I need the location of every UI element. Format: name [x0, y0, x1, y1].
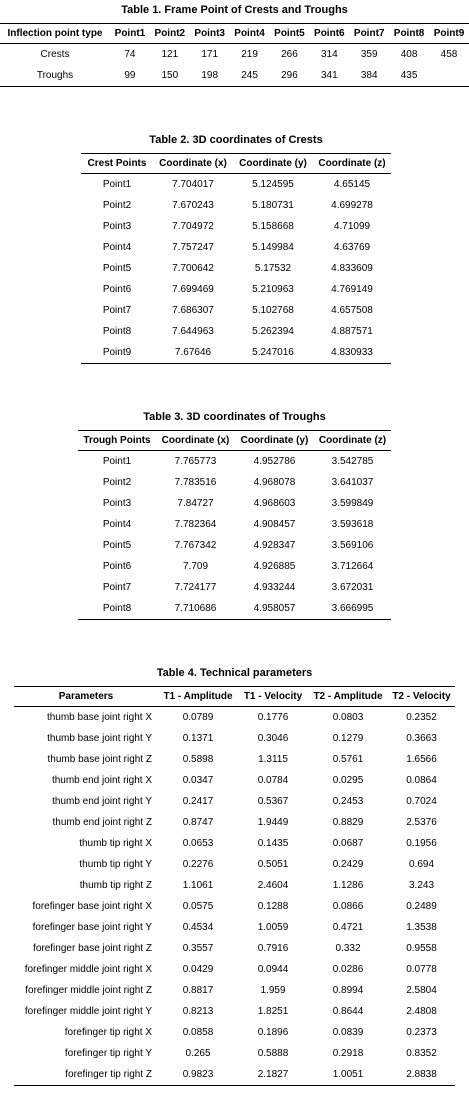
table-cell: 0.4534 [182, 922, 214, 933]
table-cell: Point6 [102, 284, 132, 295]
table-cell: 4.657508 [331, 305, 373, 316]
table-cell: Point7 [102, 582, 132, 593]
table-cell: 0.0778 [406, 964, 437, 975]
table-row [81, 300, 391, 321]
table-1-block [0, 4, 469, 87]
table-cell: 0.3663 [406, 733, 437, 744]
table-cell: 5.210963 [252, 284, 294, 295]
table-cell: 4.699278 [331, 200, 373, 211]
table-cell: 5.247016 [252, 347, 294, 358]
table-row [81, 216, 391, 237]
table-row [14, 770, 455, 791]
table-row [14, 707, 455, 729]
table-row [14, 1001, 455, 1022]
table-1-header-cell: Inflection point type [7, 28, 103, 39]
table-cell: 171 [201, 49, 219, 60]
table-cell: 0.2373 [406, 1027, 437, 1038]
table-4-header-row [14, 687, 455, 707]
table-cell: 1.6566 [406, 754, 437, 765]
table-cell: 7.699469 [172, 284, 214, 295]
table-cell: 5.149984 [252, 242, 294, 253]
table-row [14, 728, 455, 749]
table-cell: 0.2352 [406, 712, 437, 723]
table-cell: thumb end joint right Z [52, 817, 152, 828]
table-2-header-row [81, 154, 391, 174]
table-cell: 0.8213 [182, 1006, 214, 1017]
table-cell: 4.928347 [253, 540, 296, 551]
table-1-header-cell: Point2 [154, 28, 186, 39]
table-row [78, 451, 391, 473]
table-cell: 7.670243 [172, 200, 214, 211]
table-cell: 4.968603 [253, 498, 296, 509]
table-cell: 1.959 [260, 985, 286, 996]
table-cell: 0.3046 [257, 733, 289, 744]
table-cell: 0.7024 [406, 796, 437, 807]
table-row [14, 875, 455, 896]
table-cell [429, 65, 469, 87]
table-cell: 3.542785 [331, 456, 374, 467]
table-cell: 0.1371 [182, 733, 214, 744]
table-cell: forefinger base joint right X [32, 901, 152, 912]
table-1-header-cell: Point5 [274, 28, 305, 39]
table-cell: 458 [440, 49, 458, 60]
table-cell: 4.65145 [333, 179, 371, 190]
table-cell: 0.1279 [332, 733, 364, 744]
table-cell: 245 [241, 70, 258, 81]
table-row [78, 535, 391, 556]
table-cell: 0.5888 [257, 1048, 289, 1059]
table-cell: 0.0347 [182, 775, 214, 786]
table-3-caption: Table 3. 3D coordinates of Troughs [143, 411, 326, 423]
table-row [14, 1064, 455, 1086]
table-cell: 0.2918 [332, 1048, 364, 1059]
table-cell: 0.2489 [406, 901, 437, 912]
table-cell: 7.765773 [174, 456, 217, 467]
table-cell: forefinger base joint right Z [33, 943, 152, 954]
table-cell: 2.1827 [257, 1069, 289, 1080]
table-cell: 0.5898 [182, 754, 214, 765]
table-1-header-cell: Point9 [433, 28, 465, 39]
table-row [14, 749, 455, 770]
table-cell: 0.8817 [182, 985, 214, 996]
table-row [14, 833, 455, 854]
table-cell: 5.180731 [252, 200, 294, 211]
table-cell: 1.0051 [332, 1069, 364, 1080]
table-cell: 0.0839 [332, 1027, 364, 1038]
table-cell: 7.782364 [174, 519, 217, 530]
table-cell: 4.926885 [253, 561, 296, 572]
table-cell: 4.769149 [331, 284, 373, 295]
table-cell: 7.757247 [172, 242, 214, 253]
table-cell: forefinger tip right X [64, 1027, 152, 1038]
table-3-body [78, 451, 391, 620]
table-4-body [14, 707, 455, 1086]
table-cell: thumb tip right Y [79, 859, 152, 870]
table-cell: 7.704972 [172, 221, 214, 232]
table-3-header-row [78, 431, 391, 451]
table-1-header-cell: Point4 [234, 28, 265, 39]
table-4-header-cell: T2 - Velocity [392, 691, 451, 702]
table-cell: forefinger middle joint right X [24, 964, 152, 975]
table-2 [81, 153, 391, 364]
table-row [81, 321, 391, 342]
table-cell: thumb base joint right Y [47, 733, 152, 744]
table-cell: 0.0803 [332, 712, 364, 723]
table-cell: Point6 [102, 561, 132, 572]
table-row [78, 577, 391, 598]
table-cell: 121 [161, 49, 179, 60]
table-cell: 0.8994 [332, 985, 364, 996]
table-4 [14, 686, 455, 1086]
table-1-header-cell: Point7 [353, 28, 385, 39]
table-1-header-cell: Point1 [114, 28, 146, 39]
table-cell: 3.243 [408, 880, 435, 891]
table-cell: 2.5376 [406, 817, 437, 828]
table-cell: 0.9823 [182, 1069, 214, 1080]
table-cell: 219 [241, 49, 258, 60]
table-cell: 7.686307 [172, 305, 214, 316]
table-cell: 0.0944 [257, 964, 289, 975]
table-cell: 4.887571 [331, 326, 373, 337]
table-1-caption: Table 1. Frame Point of Crests and Troughs [121, 4, 348, 16]
table-row [14, 812, 455, 833]
table-cell: 4.63769 [333, 242, 371, 253]
table-cell: 1.8251 [257, 1006, 289, 1017]
table-1-body [0, 44, 469, 87]
table-cell: Point3 [102, 498, 132, 509]
table-row [14, 938, 455, 959]
table-2-caption: Table 2. 3D coordinates of Crests [149, 134, 323, 146]
table-cell: 5.124595 [252, 179, 294, 190]
table-3-header-cell: Coordinate (x) [161, 435, 230, 446]
table-cell: 0.1896 [257, 1027, 289, 1038]
table-4-header-cell: T1 - Velocity [243, 691, 303, 702]
table-cell: 0.5051 [257, 859, 289, 870]
table-cell: 3.666995 [331, 603, 374, 614]
table-cell: 0.2453 [332, 796, 364, 807]
table-cell: 4.830933 [331, 347, 373, 358]
table-cell: 0.0653 [182, 838, 214, 849]
table-4-caption: Table 4. Technical parameters [156, 667, 313, 679]
table-cell: 1.0059 [257, 922, 289, 933]
table-row [0, 65, 469, 87]
table-cell: 1.9449 [257, 817, 289, 828]
table-cell: 4.958057 [253, 603, 296, 614]
table-cell: forefinger middle joint right Z [25, 985, 152, 996]
table-cell: 0.5761 [332, 754, 364, 765]
table-cell: 0.0789 [182, 712, 214, 723]
table-cell: 0.0429 [182, 964, 214, 975]
table-cell: 5.102768 [252, 305, 294, 316]
table-cell: forefinger tip right Y [64, 1048, 152, 1059]
table-cell: Point8 [102, 326, 132, 337]
table-row [81, 342, 391, 364]
table-cell: 2.4604 [257, 880, 289, 891]
table-cell: Point4 [102, 519, 132, 530]
table-cell: thumb end joint right X [51, 775, 152, 786]
table-cell: 0.1956 [406, 838, 437, 849]
table-cell: 3.672031 [331, 582, 374, 593]
table-4-header-cell: T1 - Amplitude [163, 691, 233, 702]
table-row [14, 980, 455, 1001]
table-cell: 7.710686 [174, 603, 217, 614]
table-cell: 7.709 [182, 561, 209, 572]
table-cell: 296 [281, 70, 298, 81]
table-2-header-cell: Coordinate (x) [159, 158, 227, 169]
table-row [78, 598, 391, 620]
table-cell: 5.17532 [254, 263, 292, 274]
table-cell: 3.641037 [331, 477, 374, 488]
table-cell: 5.158668 [252, 221, 294, 232]
table-cell: 341 [320, 70, 338, 81]
table-cell: Point2 [102, 477, 132, 488]
table-cell: 7.644963 [172, 326, 214, 337]
table-4-header-cell: T2 - Amplitude [313, 691, 383, 702]
table-cell: 7.724177 [174, 582, 217, 593]
table-1-header-cell: Point6 [314, 28, 345, 39]
table-2-body [81, 174, 391, 364]
table-cell: 0.1776 [257, 712, 289, 723]
table-cell: Troughs [36, 70, 74, 81]
table-cell: thumb tip right X [79, 838, 152, 849]
table-cell: thumb base joint right X [46, 712, 152, 723]
table-row [81, 258, 391, 279]
table-row [14, 959, 455, 980]
table-cell: 314 [320, 49, 338, 60]
table-cell: Point9 [102, 347, 132, 358]
table-cell: 0.0866 [332, 901, 364, 912]
table-row [81, 279, 391, 300]
table-cell: 0.0687 [332, 838, 364, 849]
table-cell: Point4 [102, 242, 132, 253]
table-cell: 7.67646 [174, 347, 212, 358]
table-row [14, 1022, 455, 1043]
table-row [78, 472, 391, 493]
table-cell: 0.694 [408, 859, 435, 870]
table-cell: 0.2429 [332, 859, 364, 870]
table-cell: 7.704017 [172, 179, 214, 190]
table-cell: 0.1435 [257, 838, 289, 849]
table-cell: 0.0784 [257, 775, 289, 786]
table-row [14, 917, 455, 938]
table-cell: 5.262394 [252, 326, 294, 337]
table-3-header-cell: Coordinate (z) [318, 435, 387, 446]
table-cell: 4.952786 [253, 456, 296, 467]
table-2-header-cell: Coordinate (y) [239, 158, 307, 169]
table-cell: thumb base joint right Z [47, 754, 152, 765]
table-row [78, 556, 391, 577]
table-cell: 266 [281, 49, 298, 60]
table-1-header-cell: Point8 [393, 28, 425, 39]
table-row [78, 514, 391, 535]
table-cell: 0.9558 [406, 943, 437, 954]
table-cell: Crests [40, 49, 70, 60]
table-cell: 0.2276 [182, 859, 214, 870]
table-row [0, 44, 469, 66]
table-cell: Point8 [102, 603, 132, 614]
table-1 [0, 23, 469, 87]
table-cell: Point1 [102, 179, 132, 190]
table-cell: 1.1286 [332, 880, 364, 891]
table-1-header-cell: Point3 [194, 28, 225, 39]
table-cell: 7.700642 [172, 263, 214, 274]
table-cell: 99 [124, 70, 136, 81]
table-cell: 408 [400, 49, 418, 60]
table-row [14, 791, 455, 812]
table-cell: 4.908457 [253, 519, 296, 530]
table-cell: 4.968078 [253, 477, 296, 488]
table-row [81, 195, 391, 216]
table-cell: Point3 [102, 221, 132, 232]
table-row [81, 237, 391, 258]
table-cell: 198 [201, 70, 219, 81]
table-cell: 0.4721 [332, 922, 364, 933]
table-cell: 2.5804 [406, 985, 437, 996]
table-cell: 150 [161, 70, 179, 81]
table-3 [78, 430, 391, 620]
table-cell: 0.1288 [257, 901, 289, 912]
table-cell: Point2 [102, 200, 132, 211]
table-cell: 4.833609 [331, 263, 373, 274]
table-cell: 0.3557 [182, 943, 214, 954]
table-cell: 3.593618 [331, 519, 374, 530]
table-cell: 1.1061 [182, 880, 214, 891]
table-cell: 0.8352 [406, 1048, 437, 1059]
table-cell: Point5 [102, 263, 132, 274]
table-cell: 0.2417 [182, 796, 214, 807]
table-cell: 3.569106 [331, 540, 374, 551]
table-cell: 0.8747 [182, 817, 214, 828]
table-cell: 0.265 [185, 1048, 211, 1059]
table-cell: 1.3115 [258, 754, 288, 765]
table-cell: 0.7916 [257, 943, 289, 954]
table-row [81, 174, 391, 196]
table-row [78, 493, 391, 514]
table-cell: 384 [360, 70, 378, 81]
table-cell: 0.0864 [406, 775, 437, 786]
table-cell: 7.767342 [174, 540, 217, 551]
table-cell: forefinger base joint right Y [32, 922, 152, 933]
table-cell: 7.84727 [177, 498, 214, 509]
table-cell: Point5 [102, 540, 132, 551]
table-cell: 3.599849 [331, 498, 374, 509]
table-row [14, 854, 455, 875]
table-cell: thumb end joint right Y [52, 796, 152, 807]
table-3-header-cell: Trough Points [83, 435, 151, 446]
table-cell: 0.332 [335, 943, 361, 954]
table-cell: 0.0575 [182, 901, 214, 912]
table-cell: forefinger tip right Z [65, 1069, 152, 1080]
table-3-block [78, 411, 391, 620]
table-cell: 3.712664 [331, 561, 374, 572]
table-cell: 0.0286 [332, 964, 364, 975]
table-2-block [81, 134, 391, 364]
table-1-header-row [0, 24, 469, 44]
table-cell: 0.8644 [332, 1006, 364, 1017]
table-cell: 74 [124, 49, 136, 60]
table-cell: thumb tip right Z [79, 880, 152, 891]
table-cell: Point7 [102, 305, 132, 316]
table-cell: 0.0858 [182, 1027, 214, 1038]
table-3-header-cell: Coordinate (y) [240, 435, 309, 446]
table-cell: 435 [400, 70, 418, 81]
table-2-header-cell: Coordinate (z) [318, 158, 386, 169]
table-cell: 0.0295 [332, 775, 364, 786]
table-cell: Point1 [102, 456, 132, 467]
table-cell: 0.8829 [332, 817, 364, 828]
table-cell: 2.8838 [406, 1069, 437, 1080]
table-4-block [14, 667, 455, 1086]
table-cell: 4.933244 [253, 582, 296, 593]
table-cell: 359 [360, 49, 378, 60]
table-cell: 1.3538 [406, 922, 437, 933]
table-2-header-cell: Crest Points [87, 158, 147, 169]
table-cell: 7.783516 [174, 477, 217, 488]
table-cell: 0.5367 [257, 796, 289, 807]
table-row [14, 1043, 455, 1064]
table-cell: forefinger middle joint right Y [24, 1006, 152, 1017]
table-row [14, 896, 455, 917]
table-cell: 2.4808 [406, 1006, 437, 1017]
table-4-header-cell: Parameters [58, 691, 114, 702]
table-cell: 4.71099 [333, 221, 371, 232]
